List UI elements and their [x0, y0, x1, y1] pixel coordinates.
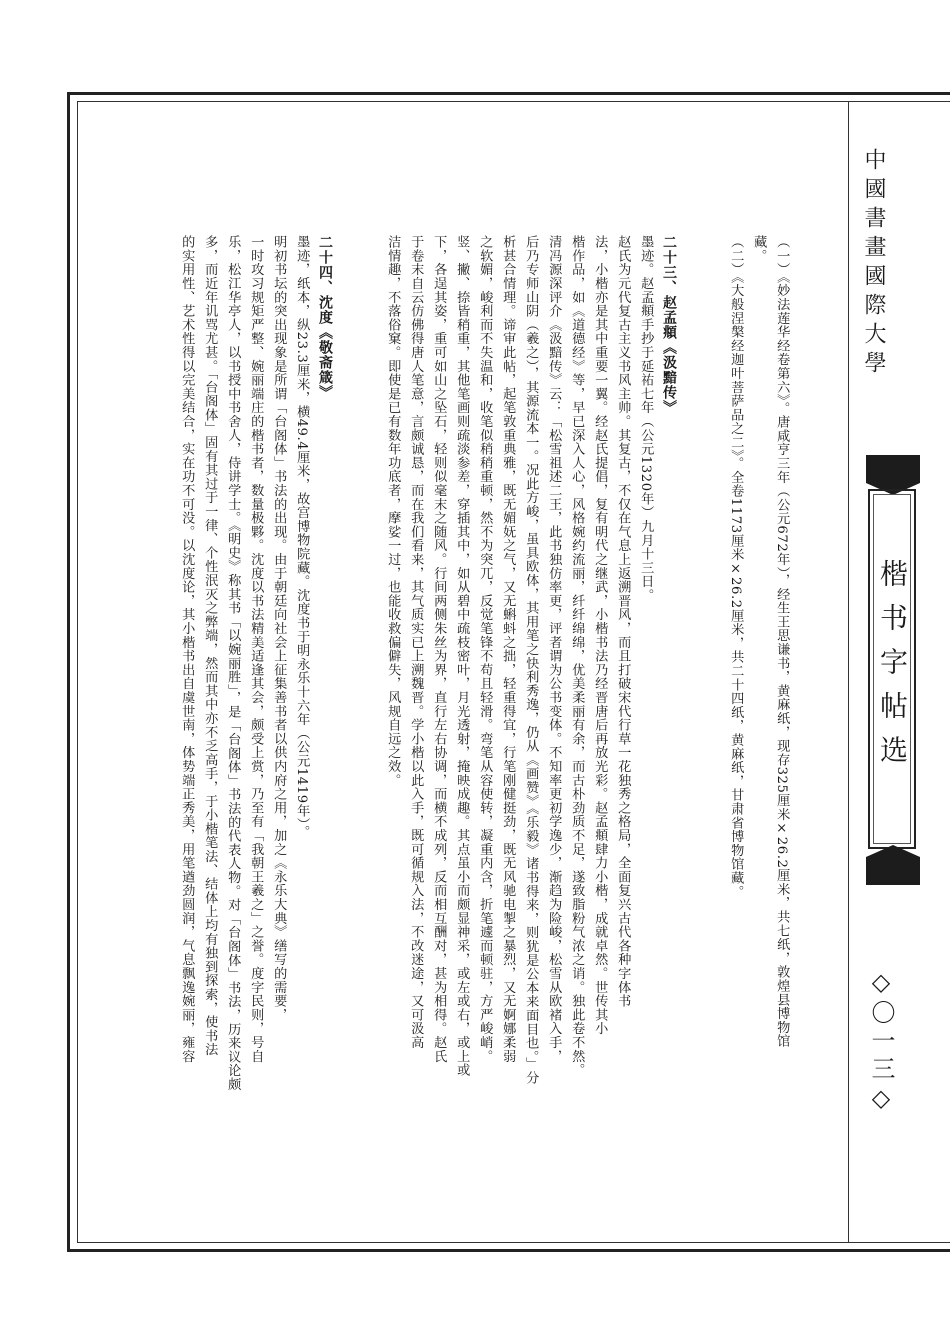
text-column: 的实用性、艺术性得以完美结合，实在功不可没。以沈度论，其小楷书出自虞世南，体势端正秀美，用笔遒劲圆润，气息飘逸婉丽，雍容	[179, 235, 195, 1063]
text-column: 后乃专师山阴（羲之），其源流本一。况此方峻，虽具欧体，其用笔之快利秀逸，仍从《画赞》《乐毅》诸书得来，则犹是公本来面目也。」分	[523, 235, 539, 1085]
section-heading-23: 二十三、赵孟頫《汲黯传》	[661, 235, 677, 415]
text-column: 清冯源深评介《汲黯传》云：「松雪祖述二王，此书独仿率更，评者谓为公书变体。不知率更初学逸少，渐趋为险峻，松雪从欧褚入手，	[546, 235, 562, 1063]
text-column: 多，而近年讥骂尤甚。「台阁体」固有其过于一律、个性泯灭之弊端，然而其中亦不乏高手，于小楷笔法、结体上均有独到探索，使书法	[202, 235, 218, 1057]
text-column: 析甚合情理。谛审此帖，起笔敦重典雅，既无媚妩之气，又无蝌蚪之拙，轻重得宜，行笔刚健挺劲，既无风驰电掣之暴烈，又无婀娜柔弱	[500, 235, 516, 1063]
book-title-banner	[866, 455, 920, 885]
text-column: 法，小楷亦是其中重要一翼。经赵氏提倡，复有明代之继武，小楷书法乃经晋唐后再放光彩。赵孟頫肆力小楷，成就卓然。世传其小	[592, 235, 608, 1036]
footnote-line: 藏。	[751, 235, 767, 263]
text-column: 楷作品，如《道德经》等，早已深入人心，风格婉约流丽，纤纤绵绵，优美柔丽有余，而古朴劲质不足，遂致脂粉气浓之诮。独此卷不然。	[569, 235, 585, 1077]
text-column: 墨迹。赵孟頫手抄于延祐七年（公元1320年）九月十三日。	[638, 235, 654, 603]
footnote-line: （一）《妙法莲华经卷第六》。唐咸亨三年（公元672年），经生王思谦书，黄麻纸，现存325厘米×26.2厘米，共七纸，敦煌县博物馆	[774, 235, 790, 1048]
book-title: 楷书字帖选	[876, 559, 909, 779]
banner-bottom-ornament	[866, 845, 920, 885]
text-column: 于卷末自云仿佛得唐人笔意，言颇诚恳，而在我们看来，其气质实已上溯魏晋。学小楷以此入手，既可循规入法，不改迷途，又可汲高	[408, 235, 424, 1050]
text-column: 洁情趣，不落俗窠。即使是已有数年功底者，摩娑一过，也能收救偏僻失，风规自远之效。	[385, 235, 401, 787]
book-title-box	[868, 489, 916, 849]
text-column: 乐，松江华亭人，以书授中书舍人，侍讲学士。《明史》称其书「以婉丽胜」，是「台阁体」书法的代表人物。对「台阁体」书法，历来议论颇	[225, 235, 241, 1092]
text-column: 明初书坛的突出现象是所谓「台阁体」书法的出现。由于朝廷向社会上征集善书者以供内府之用，加之《永乐大典》缮写的需要，	[271, 235, 287, 1022]
page-number: ◇〇一三◇	[867, 968, 895, 1116]
university-name: 中國書畫國際大學	[861, 148, 886, 380]
text-column: 赵氏为元代复古主义书风主帅。其复古，不仅在气息上返溯晋风，而且打破宋代行草一花独秀之格局，全面复兴古代各种字体书	[615, 235, 631, 1008]
section-heading-24: 二十四、沈度《敬斋箴》	[317, 235, 333, 400]
sidebar-divider	[848, 101, 849, 1243]
text-column: 竖、撇、捺皆稍重，其他笔画则疏淡参差，穿插其中，如从碧中疏枝密叶，月光透射，掩映成趣。其点虽小而颇显神采，或左或右，或上或	[454, 235, 470, 1077]
text-column: 墨迹，纸本，纵23.3厘米，横49.4厘米，故宫博物院藏。沈度书于明永乐十六年（公元1419年）。	[294, 235, 310, 839]
text-column: 一时攻习规矩严整、婉丽端庄的楷书者，数量极夥。沈度以书法精美适逢其会，颇受上赏，乃至有「我朝王羲之」之誉。度字民则，号自	[248, 235, 264, 1063]
footnote-line: （二）《大般涅槃经迦叶菩萨品之二》。全卷1173厘米×26.2厘米，共二十四纸，黄麻纸，甘肃省博物馆藏。	[728, 235, 744, 899]
text-column: 下，各逞其姿，重可如山之坠石，轻则似毫末之随风。行间两侧朱丝为界，直行左右协调，而横不成列，反而相互酬对，甚为相得。赵氏	[431, 235, 447, 1063]
text-column: 之软媚，峻利而不失温和，收笔似稍稍重顿，然不为突兀，反觉笔锋不苟且轻滑。弯笔从容使转，凝重内含，折笔遽而顿驻，方严峻峭。	[477, 235, 493, 1063]
